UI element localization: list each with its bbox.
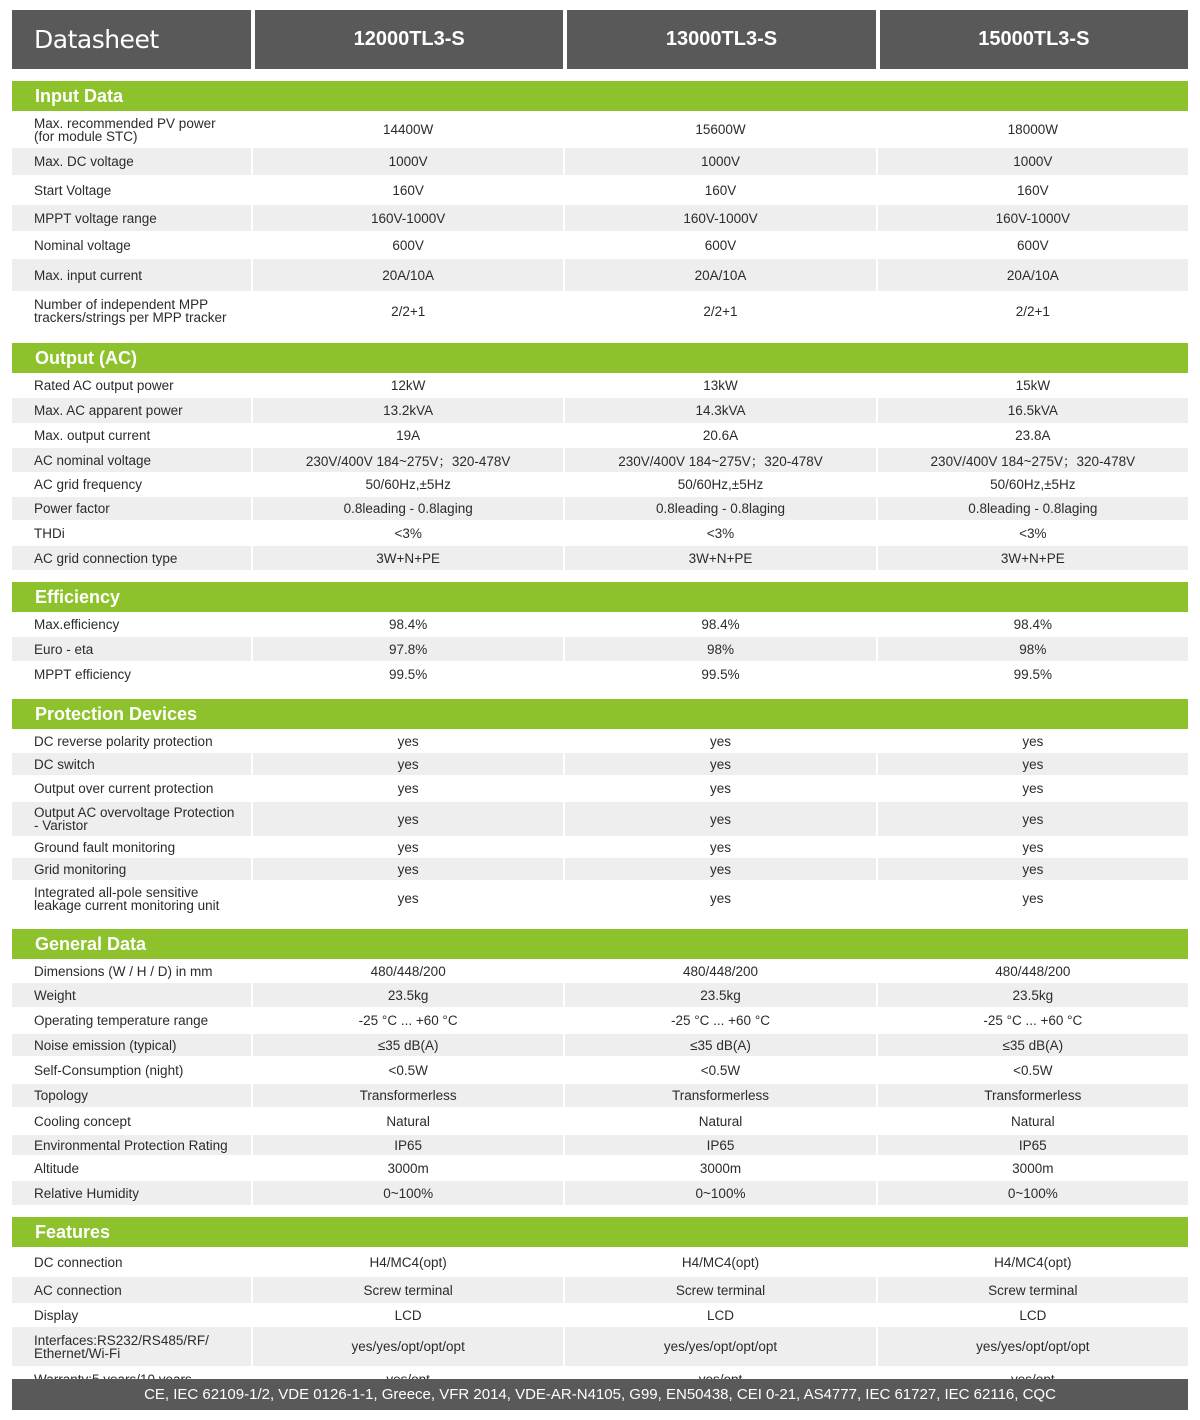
row-value: ≤35 dB(A) [565, 1034, 877, 1056]
row-value: 14.3kVA [565, 398, 877, 423]
table-row [12, 205, 1188, 231]
row-value: -25 °C ... +60 °C [565, 1007, 877, 1034]
row-value: yes/yes/opt/opt/opt [976, 1339, 1090, 1354]
row-value: 15600W [565, 111, 877, 148]
row-value: 0~100% [565, 1181, 877, 1205]
row-label: Dimensions (W / H / D) in mm [12, 959, 253, 983]
row-label: Euro - eta [12, 637, 253, 661]
datasheet-table [12, 10, 1188, 1405]
row-value: 20A/10A [565, 259, 877, 291]
row-value: 230V/400V 184~275V；320-478V [565, 448, 877, 472]
section [12, 582, 1188, 687]
row-value: 1000V [1013, 154, 1053, 169]
row-value: LCD [565, 1303, 877, 1327]
model-header: 15000TL3-S [880, 10, 1188, 69]
row-value: yes [1022, 839, 1044, 855]
row-value: 23.5kg [253, 983, 565, 1007]
row-label: MPPT voltage range [12, 205, 253, 231]
table-row [12, 1007, 1188, 1034]
row-label: AC nominal voltage [12, 448, 253, 472]
datasheet-title: Datasheet [12, 10, 251, 69]
row-value: yes [565, 775, 877, 802]
table-row [12, 546, 1188, 570]
row-value: yes [253, 775, 565, 802]
table-header [12, 10, 1188, 69]
row-value: Transformerless [565, 1084, 877, 1107]
row-value: 0~100% [253, 1181, 565, 1205]
row-value: 160V [565, 175, 877, 205]
row-label: Max.efficiency [12, 612, 253, 637]
section [12, 1217, 1188, 1393]
row-label: Ground fault monitoring [12, 836, 253, 858]
row-value: <0.5W [1013, 1062, 1053, 1078]
row-label: Max. output current [12, 423, 253, 448]
row-value: yes [253, 836, 565, 858]
row-label: Display [12, 1303, 253, 1327]
row-value: yes [253, 729, 565, 753]
row-label: Nominal voltage [12, 231, 253, 259]
row-value: 18000W [1007, 122, 1058, 137]
row-value: 97.8% [253, 637, 565, 661]
row-value: <3% [1019, 525, 1047, 541]
table-row [12, 520, 1188, 546]
row-value: yes [1022, 861, 1044, 877]
table-row [12, 1135, 1188, 1155]
row-value: 480/448/200 [253, 959, 565, 983]
table-row [12, 448, 1188, 472]
row-value: 3W+N+PE [565, 546, 877, 570]
table-row [12, 637, 1188, 661]
table-row [12, 175, 1188, 205]
table-row [12, 1056, 1188, 1084]
row-label: DC switch [12, 753, 253, 775]
row-value: 3000m [253, 1155, 565, 1181]
row-value: yes [1022, 811, 1044, 827]
row-label: DC reverse polarity protection [12, 729, 253, 753]
row-value: 1000V [253, 148, 565, 175]
row-value: Screw terminal [988, 1282, 1078, 1298]
row-value: yes [253, 753, 565, 775]
sections [12, 81, 1188, 1393]
row-value: Screw terminal [253, 1277, 565, 1303]
row-value: 3000m [1012, 1160, 1054, 1176]
row-value: Transformerless [253, 1084, 565, 1107]
table-row [12, 729, 1188, 753]
row-label: Grid monitoring [12, 858, 253, 880]
row-value: 20A/10A [253, 259, 565, 291]
model-header: 13000TL3-S [567, 10, 875, 69]
row-label: AC connection [12, 1277, 253, 1303]
table-row [12, 775, 1188, 802]
row-value: 160V-1000V [995, 210, 1070, 226]
row-value: 23.5kg [565, 983, 877, 1007]
row-value: 13kW [565, 373, 877, 398]
table-row [12, 1247, 1188, 1277]
table-row [12, 148, 1188, 175]
section-rows [12, 729, 1188, 917]
row-value: 2/2+1 [253, 291, 565, 331]
row-value: 600V [1017, 237, 1049, 253]
row-value: 160V [1017, 182, 1049, 198]
row-label: Noise emission (typical) [12, 1034, 253, 1056]
section [12, 699, 1188, 917]
table-row [12, 661, 1188, 687]
row-value: yes [1022, 781, 1044, 796]
row-value: 480/448/200 [565, 959, 877, 983]
row-value: 3000m [565, 1155, 877, 1181]
row-label: Output AC overvoltage Protection - Varistor [12, 802, 253, 836]
row-label: Relative Humidity [12, 1181, 253, 1205]
table-row [12, 802, 1188, 836]
row-value: yes [253, 880, 565, 917]
row-value: 160V [253, 175, 565, 205]
row-value: 3W+N+PE [1000, 550, 1065, 566]
row-label: Cooling concept [12, 1107, 253, 1135]
section [12, 81, 1188, 331]
row-value: 160V-1000V [565, 205, 877, 231]
row-label: Altitude [12, 1155, 253, 1181]
row-value: 14400W [253, 111, 565, 148]
table-row [12, 497, 1188, 520]
section-title: General Data [12, 929, 1188, 959]
row-value: 230V/400V 184~275V；320-478V [253, 448, 565, 472]
row-value: yes [1022, 756, 1044, 772]
row-value: Natural [565, 1107, 877, 1135]
table-row [12, 111, 1188, 148]
row-value: 98% [1019, 641, 1047, 657]
row-value: 3W+N+PE [253, 546, 565, 570]
row-label: Topology [12, 1084, 253, 1107]
section-rows [12, 959, 1188, 1205]
row-value: 50/60Hz,±5Hz [990, 477, 1076, 492]
row-value: yes [253, 858, 565, 880]
row-value: IP65 [1018, 1137, 1047, 1153]
row-value: 0.8leading - 0.8laging [565, 497, 877, 520]
section [12, 343, 1188, 570]
row-value: Screw terminal [565, 1277, 877, 1303]
section-rows [12, 111, 1188, 331]
row-value: 98.4% [253, 612, 565, 637]
row-value: <3% [253, 520, 565, 546]
row-value: 600V [253, 231, 565, 259]
row-value: IP65 [253, 1135, 565, 1155]
row-value: 99.5% [253, 661, 565, 687]
row-value: -25 °C ... +60 °C [253, 1007, 565, 1034]
row-value: IP65 [565, 1135, 877, 1155]
row-value: 50/60Hz,±5Hz [253, 472, 565, 497]
table-row [12, 1034, 1188, 1056]
certifications-footer: CE, IEC 62109-1/2, VDE 0126-1-1, Greece, VFR 2014, VDE-AR-N4105, G99, EN50438, CEI 0-21, AS4777, IEC 61727, IEC 62116, CQC [12, 1379, 1188, 1410]
table-row [12, 1084, 1188, 1107]
row-value: yes [565, 753, 877, 775]
table-row [12, 1327, 1188, 1366]
row-value: yes/yes/opt/opt/opt [565, 1327, 877, 1366]
table-row [12, 423, 1188, 448]
row-value: 230V/400V 184~275V；320-478V [930, 454, 1136, 469]
row-label: AC grid connection type [12, 546, 253, 570]
row-value: Natural [253, 1107, 565, 1135]
row-value: 0.8leading - 0.8laging [253, 497, 565, 520]
table-row [12, 753, 1188, 775]
row-value: 99.5% [1013, 666, 1052, 682]
row-value: 19A [253, 423, 565, 448]
row-value: yes [565, 836, 877, 858]
row-value: 15kW [1015, 378, 1051, 393]
row-label: Max. recommended PV power (for module STC) [12, 111, 253, 148]
table-row [12, 1303, 1188, 1327]
row-value: yes [565, 880, 877, 917]
row-value: 160V-1000V [253, 205, 565, 231]
row-label: Max. input current [12, 259, 253, 291]
row-value: 23.8A [1015, 428, 1051, 443]
row-label: Operating temperature range [12, 1007, 253, 1034]
table-row [12, 836, 1188, 858]
row-label: Start Voltage [12, 175, 253, 205]
table-row [12, 1181, 1188, 1205]
table-row [12, 259, 1188, 291]
table-row [12, 858, 1188, 880]
section-title: Features [12, 1217, 1188, 1247]
table-row [12, 472, 1188, 497]
row-value: Natural [1011, 1113, 1055, 1129]
row-label: Output over current protection [12, 775, 253, 802]
row-value: <0.5W [253, 1056, 565, 1084]
row-value: 50/60Hz,±5Hz [565, 472, 877, 497]
row-label: Interfaces:RS232/RS485/RF/ Ethernet/Wi-Fi [12, 1327, 253, 1366]
section-title: Input Data [12, 81, 1188, 111]
table-row [12, 373, 1188, 398]
row-label: Integrated all-pole sensitive leakage current monitoring unit [12, 880, 253, 917]
row-label: Power factor [12, 497, 253, 520]
model-header: 12000TL3-S [255, 10, 563, 69]
row-label: Weight [12, 983, 253, 1007]
row-value: yes [565, 729, 877, 753]
row-value: H4/MC4(opt) [253, 1247, 565, 1277]
table-row [12, 231, 1188, 259]
row-label: Self-Consumption (night) [12, 1056, 253, 1084]
section [12, 929, 1188, 1205]
row-value: 2/2+1 [1015, 303, 1050, 319]
table-row [12, 983, 1188, 1007]
row-value: yes [565, 802, 877, 836]
row-value: 98% [565, 637, 877, 661]
table-row [12, 612, 1188, 637]
row-value: LCD [1019, 1307, 1047, 1323]
row-value: 99.5% [565, 661, 877, 687]
row-value: 20.6A [565, 423, 877, 448]
row-value: yes [565, 858, 877, 880]
row-value: 12kW [253, 373, 565, 398]
table-row [12, 291, 1188, 331]
table-row [12, 880, 1188, 917]
row-value: <3% [565, 520, 877, 546]
table-row [12, 1155, 1188, 1181]
row-label: Environmental Protection Rating [12, 1135, 253, 1155]
row-value: 1000V [565, 148, 877, 175]
row-label: MPPT efficiency [12, 661, 253, 687]
row-value: H4/MC4(opt) [994, 1254, 1072, 1270]
row-value: <0.5W [565, 1056, 877, 1084]
row-label: Max. DC voltage [12, 148, 253, 175]
row-value: ≤35 dB(A) [1002, 1037, 1064, 1053]
section-title: Efficiency [12, 582, 1188, 612]
row-label: Rated AC output power [12, 373, 253, 398]
row-value: 600V [565, 231, 877, 259]
row-value: 0~100% [1007, 1185, 1058, 1201]
row-value: yes [1022, 891, 1044, 906]
row-label: Max. AC apparent power [12, 398, 253, 423]
table-row [12, 398, 1188, 423]
row-value: 20A/10A [1006, 267, 1059, 283]
row-value: 2/2+1 [565, 291, 877, 331]
section-title: Protection Devices [12, 699, 1188, 729]
table-row [12, 1107, 1188, 1135]
row-value: -25 °C ... +60 °C [983, 1013, 1083, 1028]
section-rows [12, 1247, 1188, 1393]
row-value: 480/448/200 [995, 963, 1071, 979]
row-value: 16.5kVA [1007, 403, 1058, 418]
row-label: THDi [12, 520, 253, 546]
row-value: yes/yes/opt/opt/opt [253, 1327, 565, 1366]
row-label: DC connection [12, 1247, 253, 1277]
row-value: yes [1022, 733, 1044, 749]
section-rows [12, 373, 1188, 570]
row-value: 98.4% [1013, 617, 1052, 632]
section-title: Output (AC) [12, 343, 1188, 373]
row-value: 23.5kg [1012, 987, 1054, 1003]
row-value: H4/MC4(opt) [565, 1247, 877, 1277]
row-label: Number of independent MPP trackers/strings per MPP tracker [12, 291, 253, 331]
row-value: Transformerless [984, 1088, 1082, 1103]
row-value: yes [253, 802, 565, 836]
row-value: 98.4% [565, 612, 877, 637]
row-value: 13.2kVA [253, 398, 565, 423]
section-rows [12, 612, 1188, 687]
row-label: AC grid frequency [12, 472, 253, 497]
table-row [12, 1277, 1188, 1303]
row-value: ≤35 dB(A) [253, 1034, 565, 1056]
row-value: 0.8leading - 0.8laging [968, 501, 1098, 516]
table-row [12, 959, 1188, 983]
row-value: LCD [253, 1303, 565, 1327]
